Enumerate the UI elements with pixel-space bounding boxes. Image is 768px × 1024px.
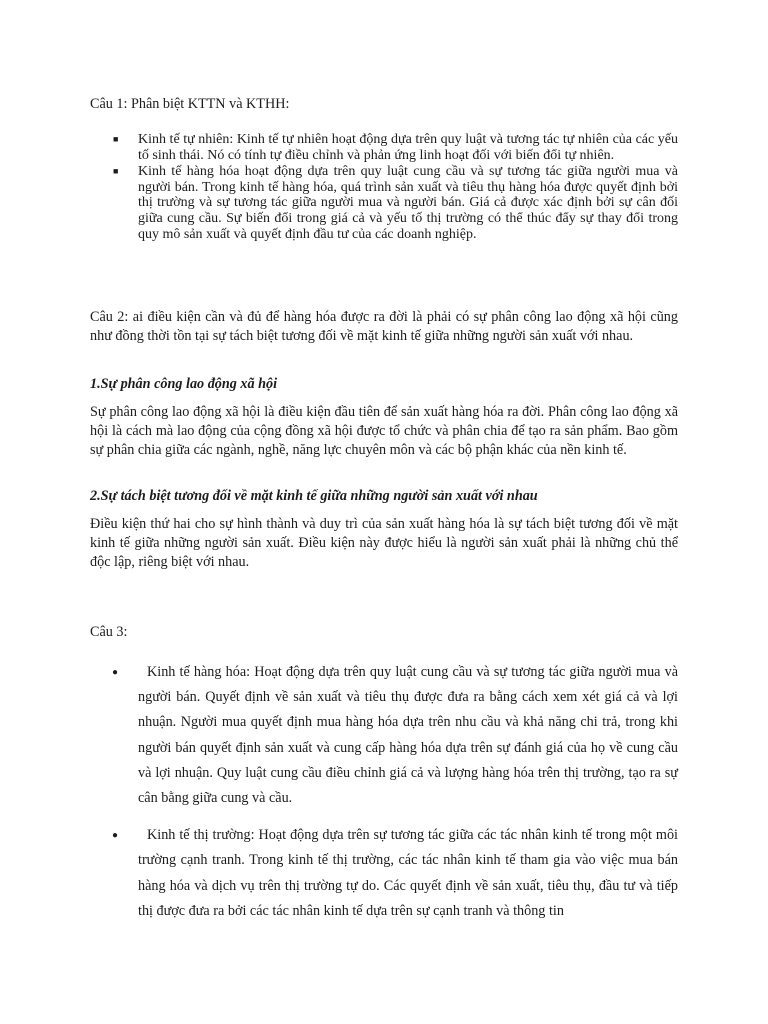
square-bullet-icon: ■ xyxy=(113,134,119,144)
q2-intro: Câu 2: ai điều kiện cần và đủ để hàng hóa được ra đời là phải có sự phân công lao động xã hội cũng như đồng thời tồn tại sự tách biệt tương đối về mặt kinh tế giữa những người sản xuất với nhau. xyxy=(90,309,678,344)
q1-list xyxy=(90,132,678,242)
q3-list xyxy=(90,660,678,936)
square-bullet-icon: ■ xyxy=(113,166,119,177)
q2-heading-1: 1.Sự phân công lao động xã hội xyxy=(90,376,278,392)
list-item: ● Kinh tế hàng hóa: Hoạt động dựa trên quy luật cung cầu và sự tương tác giữa người mua và người bán. Quyết định về sản xuất và tiêu thụ được đưa ra bằng cách xem xét giá cả và lợi nhuận. Người mua quyết định mua hàng hóa dựa trên nhu cầu và khả năng chi trả, trong khi người bán quyết định sản xuất và cung cấp hàng hóa dựa trên sự đánh giá của họ về cung cầu và lợi nhuận. Quy luật cung cầu điều chỉnh giá cả và lượng hàng hóa trên thị trường, tạo ra sự cân bằng giữa cung và cầu. xyxy=(90,660,678,811)
bullet-icon: ● xyxy=(112,830,119,842)
list-item: ■ Kinh tế tự nhiên: Kinh tế tự nhiên hoạt động dựa trên quy luật và tương tác tự nhiên của các yếu tố sinh thái. Nó có tính tự điều chỉnh và phản ứng linh hoạt đối với biến đổi tự nhiên. xyxy=(113,132,678,163)
bullet-icon: ● xyxy=(112,667,119,678)
list-item: ● Kinh tế thị trường: Hoạt động dựa trên sự tương tác giữa các tác nhân kinh tế trong một môi trường cạnh tranh. Trong kinh tế thị trường, các tác nhân kinh tế tham gia vào việc mua bán hàng hóa và dịch vụ trên thị trường tự do. Các quyết định về sản xuất, tiêu thụ, đầu tư và tiếp thị được đưa ra bởi các tác nhân kinh tế dựa trên sự cạnh tranh và thông tin xyxy=(90,823,678,924)
q2-heading-2: 2.Sự tách biệt tương đối về mặt kinh tế giữa những người sản xuất với nhau xyxy=(90,488,538,504)
list-item: ■ Kinh tế hàng hóa hoạt động dựa trên quy luật cung cầu và sự tương tác giữa người mua và người bán. Trong kinh tế hàng hóa, quá trình sản xuất và tiêu thụ hàng hóa được quyết định bởi thị trường và sự tương tác giữa người mua và người bán. Giá cả được xác định bởi sự cân đối giữa cung cầu. Sự biến đổi trong giá cả và yếu tố thị trường có thể thúc đẩy sự thay đổi trong quy mô sản xuất và quyết định đầu tư của các doanh nghiệp. xyxy=(113,164,678,242)
q3-title: Câu 3: xyxy=(90,624,128,640)
q1-title: Câu 1: Phân biệt KTTN và KTHH: xyxy=(90,96,290,112)
q2-paragraph-2: Điều kiện thứ hai cho sự hình thành và duy trì của sản xuất hàng hóa là sự tách biệt tương đối về mặt kinh tế giữa những người sản xuất. Điều kiện này được hiểu là người sản xuất phải là những chủ thể độc lập, riêng biệt với nhau. xyxy=(90,516,678,570)
q2-paragraph-1: Sự phân công lao động xã hội là điều kiện đầu tiên để sản xuất hàng hóa ra đời. Phân công lao động xã hội là cách mà lao động của cộng đồng xã hội được tổ chức và phân chia để tạo ra sản phẩm. Bao gồm sự phân chia giữa các ngành, nghề, năng lực chuyên môn và các bộ phận khác của nền kinh tế. xyxy=(90,404,678,458)
